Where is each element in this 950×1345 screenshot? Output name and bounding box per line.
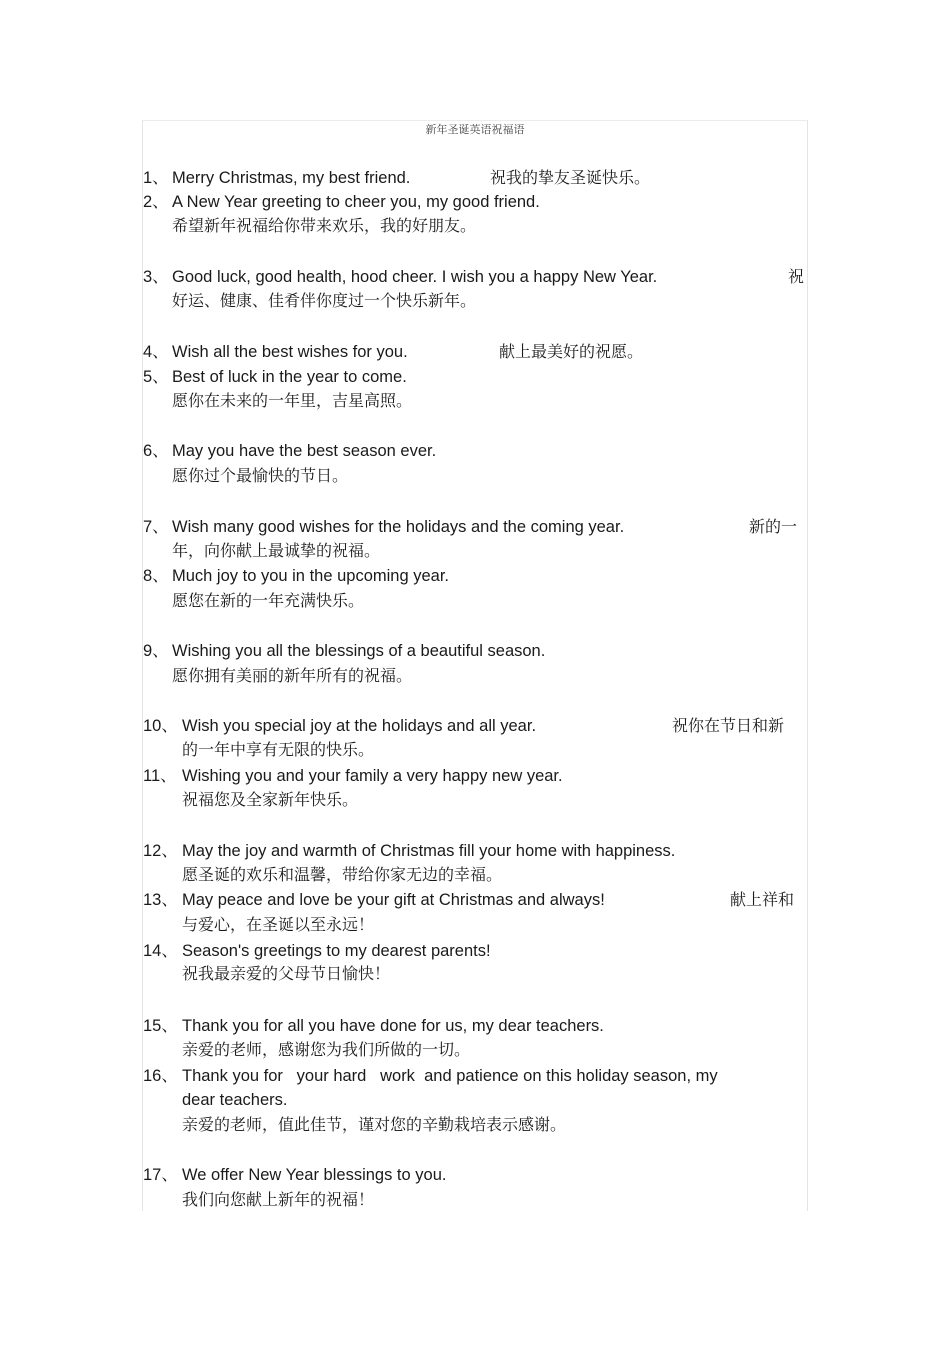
item-number: 14、 [143,942,178,960]
item-chinese: 与爱心，在圣诞以至永远！ [182,915,375,934]
item-chinese: 希望新年祝福给你带来欢乐，我的好朋友。 [172,216,477,235]
item-chinese: 愿您在新的一年充满快乐。 [172,591,365,610]
item-english: May you have the best season ever. [172,442,437,460]
item-number: 2、 [143,193,169,211]
item-number: 17、 [143,1166,178,1184]
item-number: 15、 [143,1017,178,1035]
item-chinese: 祝我最亲爱的父母节日愉快！ [182,964,391,983]
item-number: 12、 [143,842,178,860]
item-number: 13、 [143,891,178,909]
item-number: 8、 [143,567,169,585]
item-number: 6、 [143,442,169,460]
item-chinese-inline: 献上祥和 [730,890,795,909]
item-chinese-inline: 祝我的挚友圣诞快乐。 [490,168,651,187]
item-english: Wish many good wishes for the holidays and the coming year. [172,518,625,536]
item-number: 5、 [143,368,169,386]
item-english: Thank you for all you have done for us, my dear teachers. [182,1017,604,1035]
item-english: Wish you special joy at the holidays and all year. [182,717,537,735]
item-english: Much joy to you in the upcoming year. [172,567,449,585]
item-number: 1、 [143,169,169,187]
item-number: 3、 [143,268,169,286]
item-chinese: 好运、健康、佳肴伴你度过一个快乐新年。 [172,291,477,310]
item-chinese: 亲爱的老师，值此佳节，谨对您的辛勤栽培表示感谢。 [182,1115,567,1134]
item-chinese-inline: 祝你在节日和新 [672,716,785,735]
item-english: Merry Christmas, my best friend. [172,169,411,187]
item-number: 16、 [143,1067,178,1085]
item-chinese: 愿你在未来的一年里，吉星高照。 [172,391,413,410]
item-number: 4、 [143,343,169,361]
item-number: 11、 [143,767,177,785]
item-chinese-inline: 献上最美好的祝愿。 [499,342,644,361]
item-chinese: 的一年中享有无限的快乐。 [182,740,375,759]
item-english: Wishing you all the blessings of a beautiful season. [172,642,546,660]
item-english: A New Year greeting to cheer you, my good friend. [172,193,540,211]
item-chinese: 我们向您献上新年的祝福！ [182,1190,375,1209]
item-number: 9、 [143,642,169,660]
item-chinese: 年，向你献上最诚挚的祝福。 [172,541,381,560]
item-english: Best of luck in the year to come. [172,368,407,386]
item-english: Good luck, good health, hood cheer. I wish you a happy New Year. [172,268,658,286]
item-english: Wishing you and your family a very happy new year. [182,767,563,785]
document-title: 新年圣诞英语祝福语 [425,123,525,136]
item-chinese-inline: 祝 [788,267,805,286]
item-chinese: 愿圣诞的欢乐和温馨，带给你家无边的幸福。 [182,865,503,884]
item-chinese-inline: 新的一 [749,517,798,536]
item-english: May the joy and warmth of Christmas fill your home with happiness. [182,842,676,860]
item-english: Thank you for your hard work and patience on this holiday season, my [182,1067,718,1085]
item-english: We offer New Year blessings to you. [182,1166,447,1184]
item-english: Season's greetings to my dearest parents! [182,942,491,960]
item-chinese: 愿你过个最愉快的节日。 [172,466,349,485]
item-english: Wish all the best wishes for you. [172,343,408,361]
item-chinese: 愿你拥有美丽的新年所有的祝福。 [172,666,413,685]
item-english-continued: dear teachers. [182,1091,288,1109]
item-number: 10、 [143,717,178,735]
item-chinese: 祝福您及全家新年快乐。 [182,790,359,809]
item-chinese: 亲爱的老师，感谢您为我们所做的一切。 [182,1040,471,1059]
item-number: 7、 [143,518,169,536]
item-english: May peace and love be your gift at Christmas and always! [182,891,605,909]
